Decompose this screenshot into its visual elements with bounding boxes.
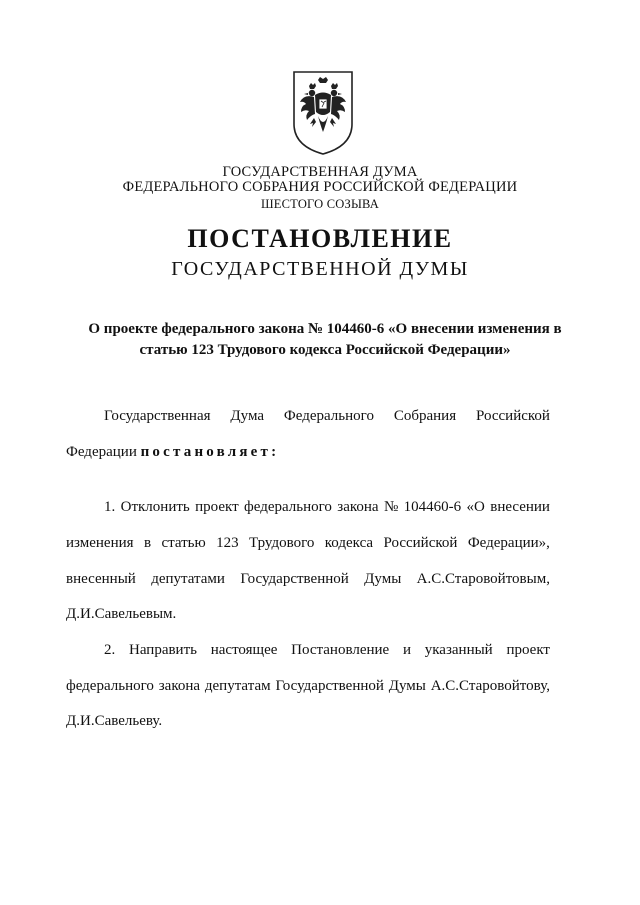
subject-line-2: статью 123 Трудового кодекса Российской Федерации» — [139, 342, 511, 358]
item1-word: внесении — [490, 499, 550, 515]
item1-word: закона — [337, 499, 379, 515]
item2-word: Постановление — [291, 642, 390, 658]
item1-word: Федерации», — [467, 535, 550, 551]
item1-word: федерального — [244, 499, 332, 515]
item2-line-1 — [104, 640, 550, 660]
item1-word: 104460-6 — [403, 499, 462, 515]
preamble-word: Собрания — [393, 408, 457, 424]
item1-word: «О — [466, 499, 485, 515]
item1-word: 123 — [216, 535, 239, 551]
document-subject — [60, 319, 590, 361]
item1-word: Отклонить — [120, 499, 190, 515]
item1-line-3 — [66, 569, 550, 589]
header-line-1: ГОСУДАРСТВЕННАЯ ДУМА — [222, 164, 418, 180]
item1-word: № — [383, 499, 399, 515]
item1-line-2 — [66, 533, 550, 553]
item2-word: Думы — [388, 678, 426, 694]
item1-word: внесенный — [66, 571, 136, 587]
item1-word: в — [143, 535, 152, 551]
item2-word: указанный — [424, 642, 493, 658]
item1-word: Российской — [383, 535, 458, 551]
header-line-3: ШЕСТОГО СОЗЫВА — [260, 197, 380, 211]
item2-word: и — [402, 642, 411, 658]
preamble-text: Федерации — [66, 444, 141, 460]
preamble-line-2 — [66, 442, 550, 462]
preamble-emphasis: постановляет: — [140, 444, 280, 460]
item1-word: А.С.Старовойтовым, — [416, 571, 550, 587]
item1-word: статью — [161, 535, 206, 551]
item2-word: депутатам — [204, 678, 271, 694]
coat-of-arms-emblem — [290, 68, 356, 156]
item1-word: изменения — [66, 535, 134, 551]
subject-line-1: О проекте федерального закона № 104460-6 «О внесении изменения в — [88, 321, 562, 337]
item1-word: депутатами — [151, 571, 225, 587]
preamble-word: Дума — [230, 408, 265, 424]
item2-word: настоящее — [210, 642, 278, 658]
item1-line-1 — [104, 497, 550, 517]
item2-line-2 — [66, 676, 550, 696]
item2-word: проект — [506, 642, 550, 658]
item2-line-3: Д.И.Савельеву. — [66, 713, 163, 729]
item1-word: кодекса — [324, 535, 374, 551]
item1-word: 1. — [104, 499, 116, 515]
preamble-word: Российской — [476, 408, 550, 424]
preamble-line-1 — [104, 406, 550, 426]
item1-word: проект — [195, 499, 239, 515]
item1-word: Трудового — [249, 535, 315, 551]
item1-word: Государственной — [240, 571, 349, 587]
item2-word: федерального — [66, 678, 154, 694]
preamble-word: Государственная — [104, 408, 211, 424]
item2-word: закона — [158, 678, 201, 694]
item2-word: Государственной — [275, 678, 384, 694]
document-title: ПОСТАНОВЛЕНИЕ — [187, 224, 453, 253]
preamble-word: Федерального — [283, 408, 374, 424]
item2-word: А.С.Старовойтову, — [430, 678, 550, 694]
item2-word: 2. — [104, 642, 116, 658]
item2-word: Направить — [129, 642, 197, 658]
header-line-2: ФЕДЕРАЛЬНОГО СОБРАНИЯ РОССИЙСКОЙ ФЕДЕРАЦИИ — [122, 179, 518, 195]
document-subtitle: ГОСУДАРСТВЕННОЙ ДУМЫ — [171, 258, 469, 280]
item1-word: Думы — [364, 571, 402, 587]
item1-line-4: Д.И.Савельевым. — [66, 606, 177, 622]
